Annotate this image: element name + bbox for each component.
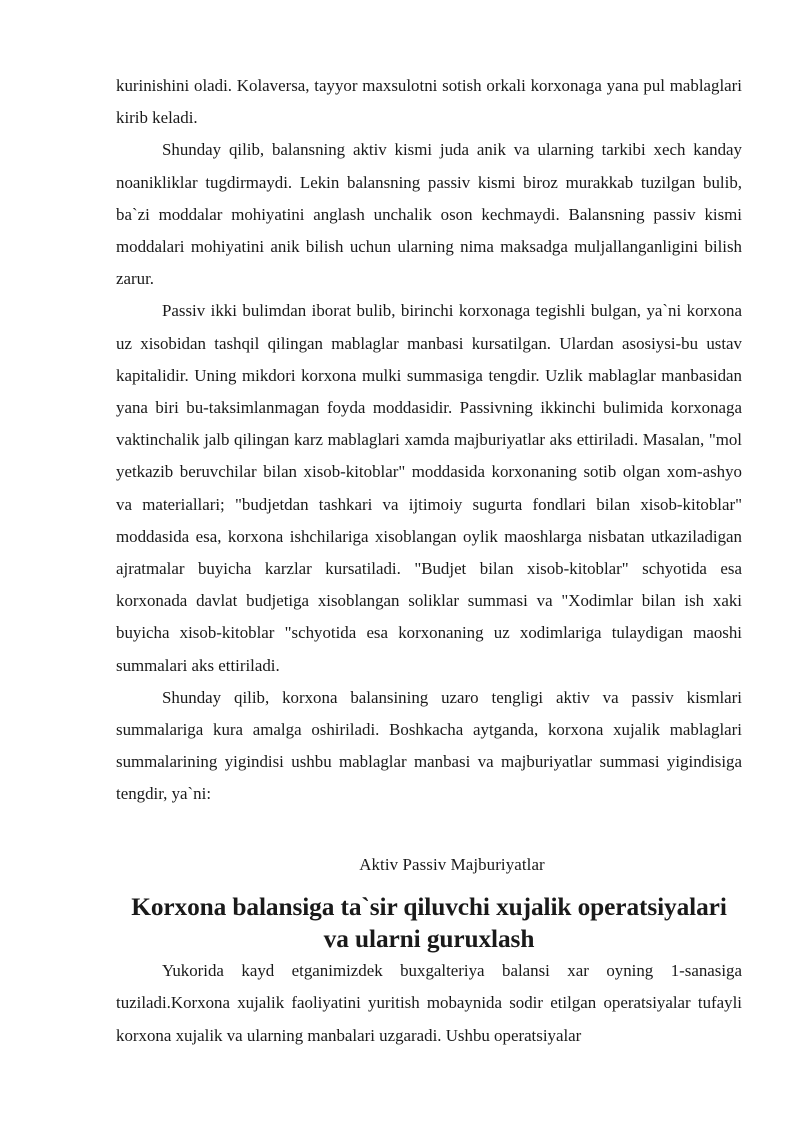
paragraph-passiv-bulimlar: Passiv ikki bulimdan iborat bulib, birinchi korxonaga tegishli bulgan, ya`ni korxona uz xisobidan tashqil qilingan mablaglar manbasi kursatilgan. Ulardan asosiysi-bu ustav kapitalidir. Uning mikdori korxona mulki summasiga tengdir. Uzlik mablaglar manbasidan yana biri bu-taksimlanmagan foyda moddasidir. Passivning ikkinchi bulimida korxonaga vaktinchalik jalb qilingan karz mablaglari xamda majburiyatlar aks ettiriladi. Masalan, "mol yetkazib beruvchilar bilan xisob-kitoblar" moddasida korxonaning sotib olgan xom-ashyo va materiallari; "budjetdan tashkari va ijtimoiy sugurta fondlari bilan xisob-kitoblar" moddasida esa, korxona ishchilariga xisoblangan oylik maoshlarga nisbatan utkaziladigan ajratmalar buyicha karzlar kursatiladi. "Budjet bilan xisob-kitoblar" schyotida esa korxonada davlat budjetiga xisoblangan soliklar summasi va "Xodimlar bilan ish xaki buyicha xisob-kitoblar "schyotida esa korxonaning uz xodimlariga tulaydigan maoshi summalari aks ettiriladi. xyxy=(116,301,742,675)
paragraph-balans-tengligi: Shunday qilib, korxona balansining uzaro tengligi aktiv va passiv kismlari summalariga kura amalga oshiriladi. Boshkacha aytganda, korxona xujalik mablaglari summalarining yigindisi ushbu mablaglar manbasi va majburiyatlar summasi yigindisiga tengdir, ya`ni: xyxy=(116,687,742,804)
paragraph-continuation: kurinishini oladi. Kolaversa, tayyor maxsulotni sotish orkali korxonaga yana pul mablaglari kirib keladi. xyxy=(116,76,742,128)
balance-formula: Aktiv Passiv Majburiyatlar xyxy=(359,854,545,874)
section-heading: Korxona balansiga ta`sir qiluvchi xujalik operatsiyalari va ularni guruxlash xyxy=(131,892,727,954)
paragraph-aktiv-passiv: Shunday qilib, balansning aktiv kismi juda anik va ularning tarkibi xech kanday noanikliklar tugdirmaydi. Lekin balansning passiv kismi biroz murakkab tuzilgan bulib, ba`zi moddalar mohiyatini anglash unchalik oson kechmaydi. Balansning passiv kismi moddalari mohiyatini anik bilish uchun ularning nima maksadga muljallanganligini bilish zarur. xyxy=(116,140,742,289)
document-page xyxy=(116,70,742,1052)
paragraph-operatsiyalar: Yukorida kayd etganimizdek buxgalteriya balansi xar oyning 1-sanasiga tuziladi.Korxona xujalik faoliyatini yuritish mobaynida sodir etilgan operatsiyalar tufayli korxona xujalik va ularning manbalari uzgaradi. Ushbu operatsiyalar xyxy=(116,961,742,1045)
